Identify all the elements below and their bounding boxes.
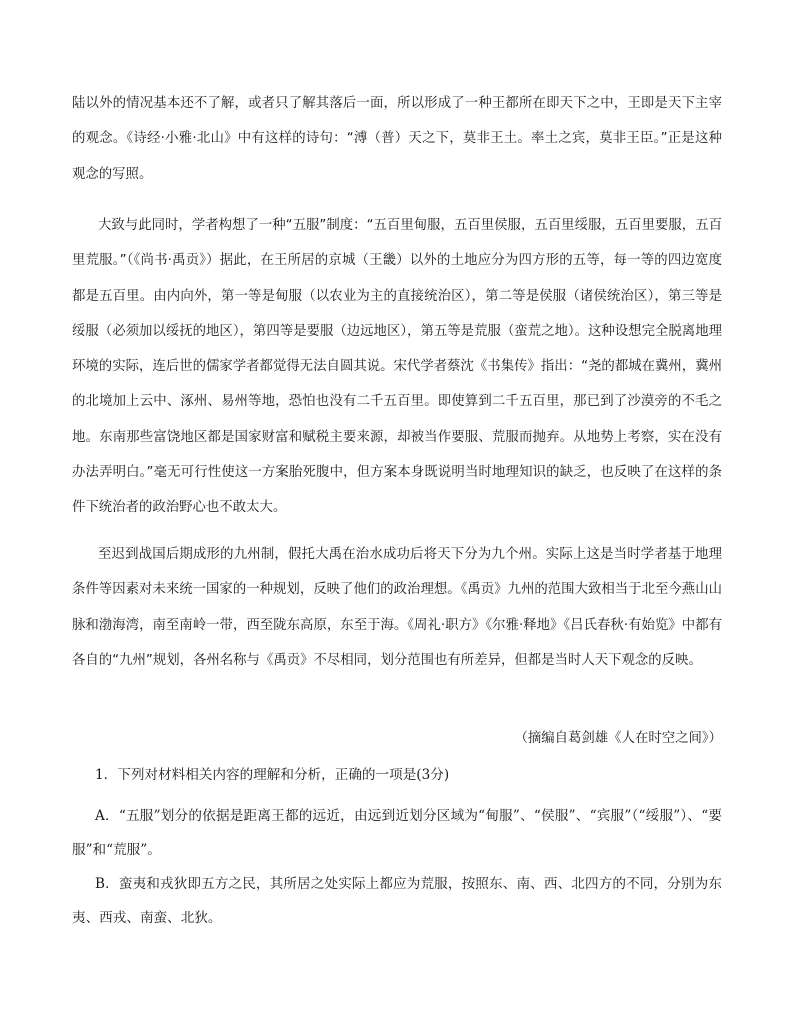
question-stem: 1．下列对材料相关内容的理解和分析，正确的一项是(3分) <box>95 767 450 783</box>
question-option-b: B．蛮夷和戎狄即五方之民，其所居之处实际上都应为荒服，按照东、南、西、北四方的不同，分别为东夷、西戎、南蛮、北狄。 <box>72 876 722 926</box>
question-option-a: A．“五服”划分的依据是距离王都的远近，由远到近划分区域为“甸服”、“侯服”、“宾服”（“绥服”）、“要服”和“荒服”。 <box>72 808 722 858</box>
passage-source: （摘编自葛剑雄《人在时空之间》） <box>514 731 722 746</box>
passage-paragraph-1: 陆以外的情况基本还不了解，或者只了解其落后一面，所以形成了一种王都所在即天下之中，王即是天下主宰的观念。《诗经·小雅·北山》中有这样的诗句：“溥（普）天之下，莫非王土。率土之宾，莫非王臣。”正是这种观念的写照。 <box>72 96 722 182</box>
passage-paragraph-3: 至迟到战国后期成形的九州制，假托大禹在治水成功后将天下分为九个州。实际上这是当时学者基于地理条件等因素对未来统一国家的一种规划，反映了他们的政治理想。《禹贡》九州的范围大致相当于北至今燕山山脉和渤海湾，南至南岭一带，西至陇东高原，东至于海。《周礼·职方》《尔雅·释地》《吕氏春秋·有始览》中都有各自的“九州”规划，各州名称与《禹贡》不尽相同，划分范围也有所差异，但都是当时人天下观念的反映。 <box>72 547 722 668</box>
passage-paragraph-2: 大致与此同时，学者构想了一种“五服”制度：“五百里甸服，五百里侯服，五百里绥服，五百里要服，五百里荒服。”（《尚书·禹贡》）据此，在王所居的京城（王畿）以外的土地应分为四方形的五等，每一等的四边宽度都是五百里。由内向外，第一等是甸服（以农业为主的直接统治区），第二等是侯服（诸侯统治区），第三等是绥服（必须加以绥抚的地区），第四等是要服（边远地区），第五等是荒服（蛮荒之地）。这种设想完全脱离地理环境的实际，连后世的儒家学者都觉得无法自圆其说。宋代学者蔡沈《书集传》指出：“尧的都城在冀州，冀州的北境加上云中、涿州、易州等地，恐怕也没有二千五百里。即使算到二千五百里，那已到了沙漠旁的不毛之地。东南那些富饶地区都是国家财富和赋税主要来源，却被当作要服、荒服而抛弃。从地势上考察，实在没有办法弄明白。”毫无可行性使这一方案胎死腹中，但方案本身既说明当时地理知识的缺乏，也反映了在这样的条件下统治者的政治野心也不敢太大。 <box>72 218 722 516</box>
